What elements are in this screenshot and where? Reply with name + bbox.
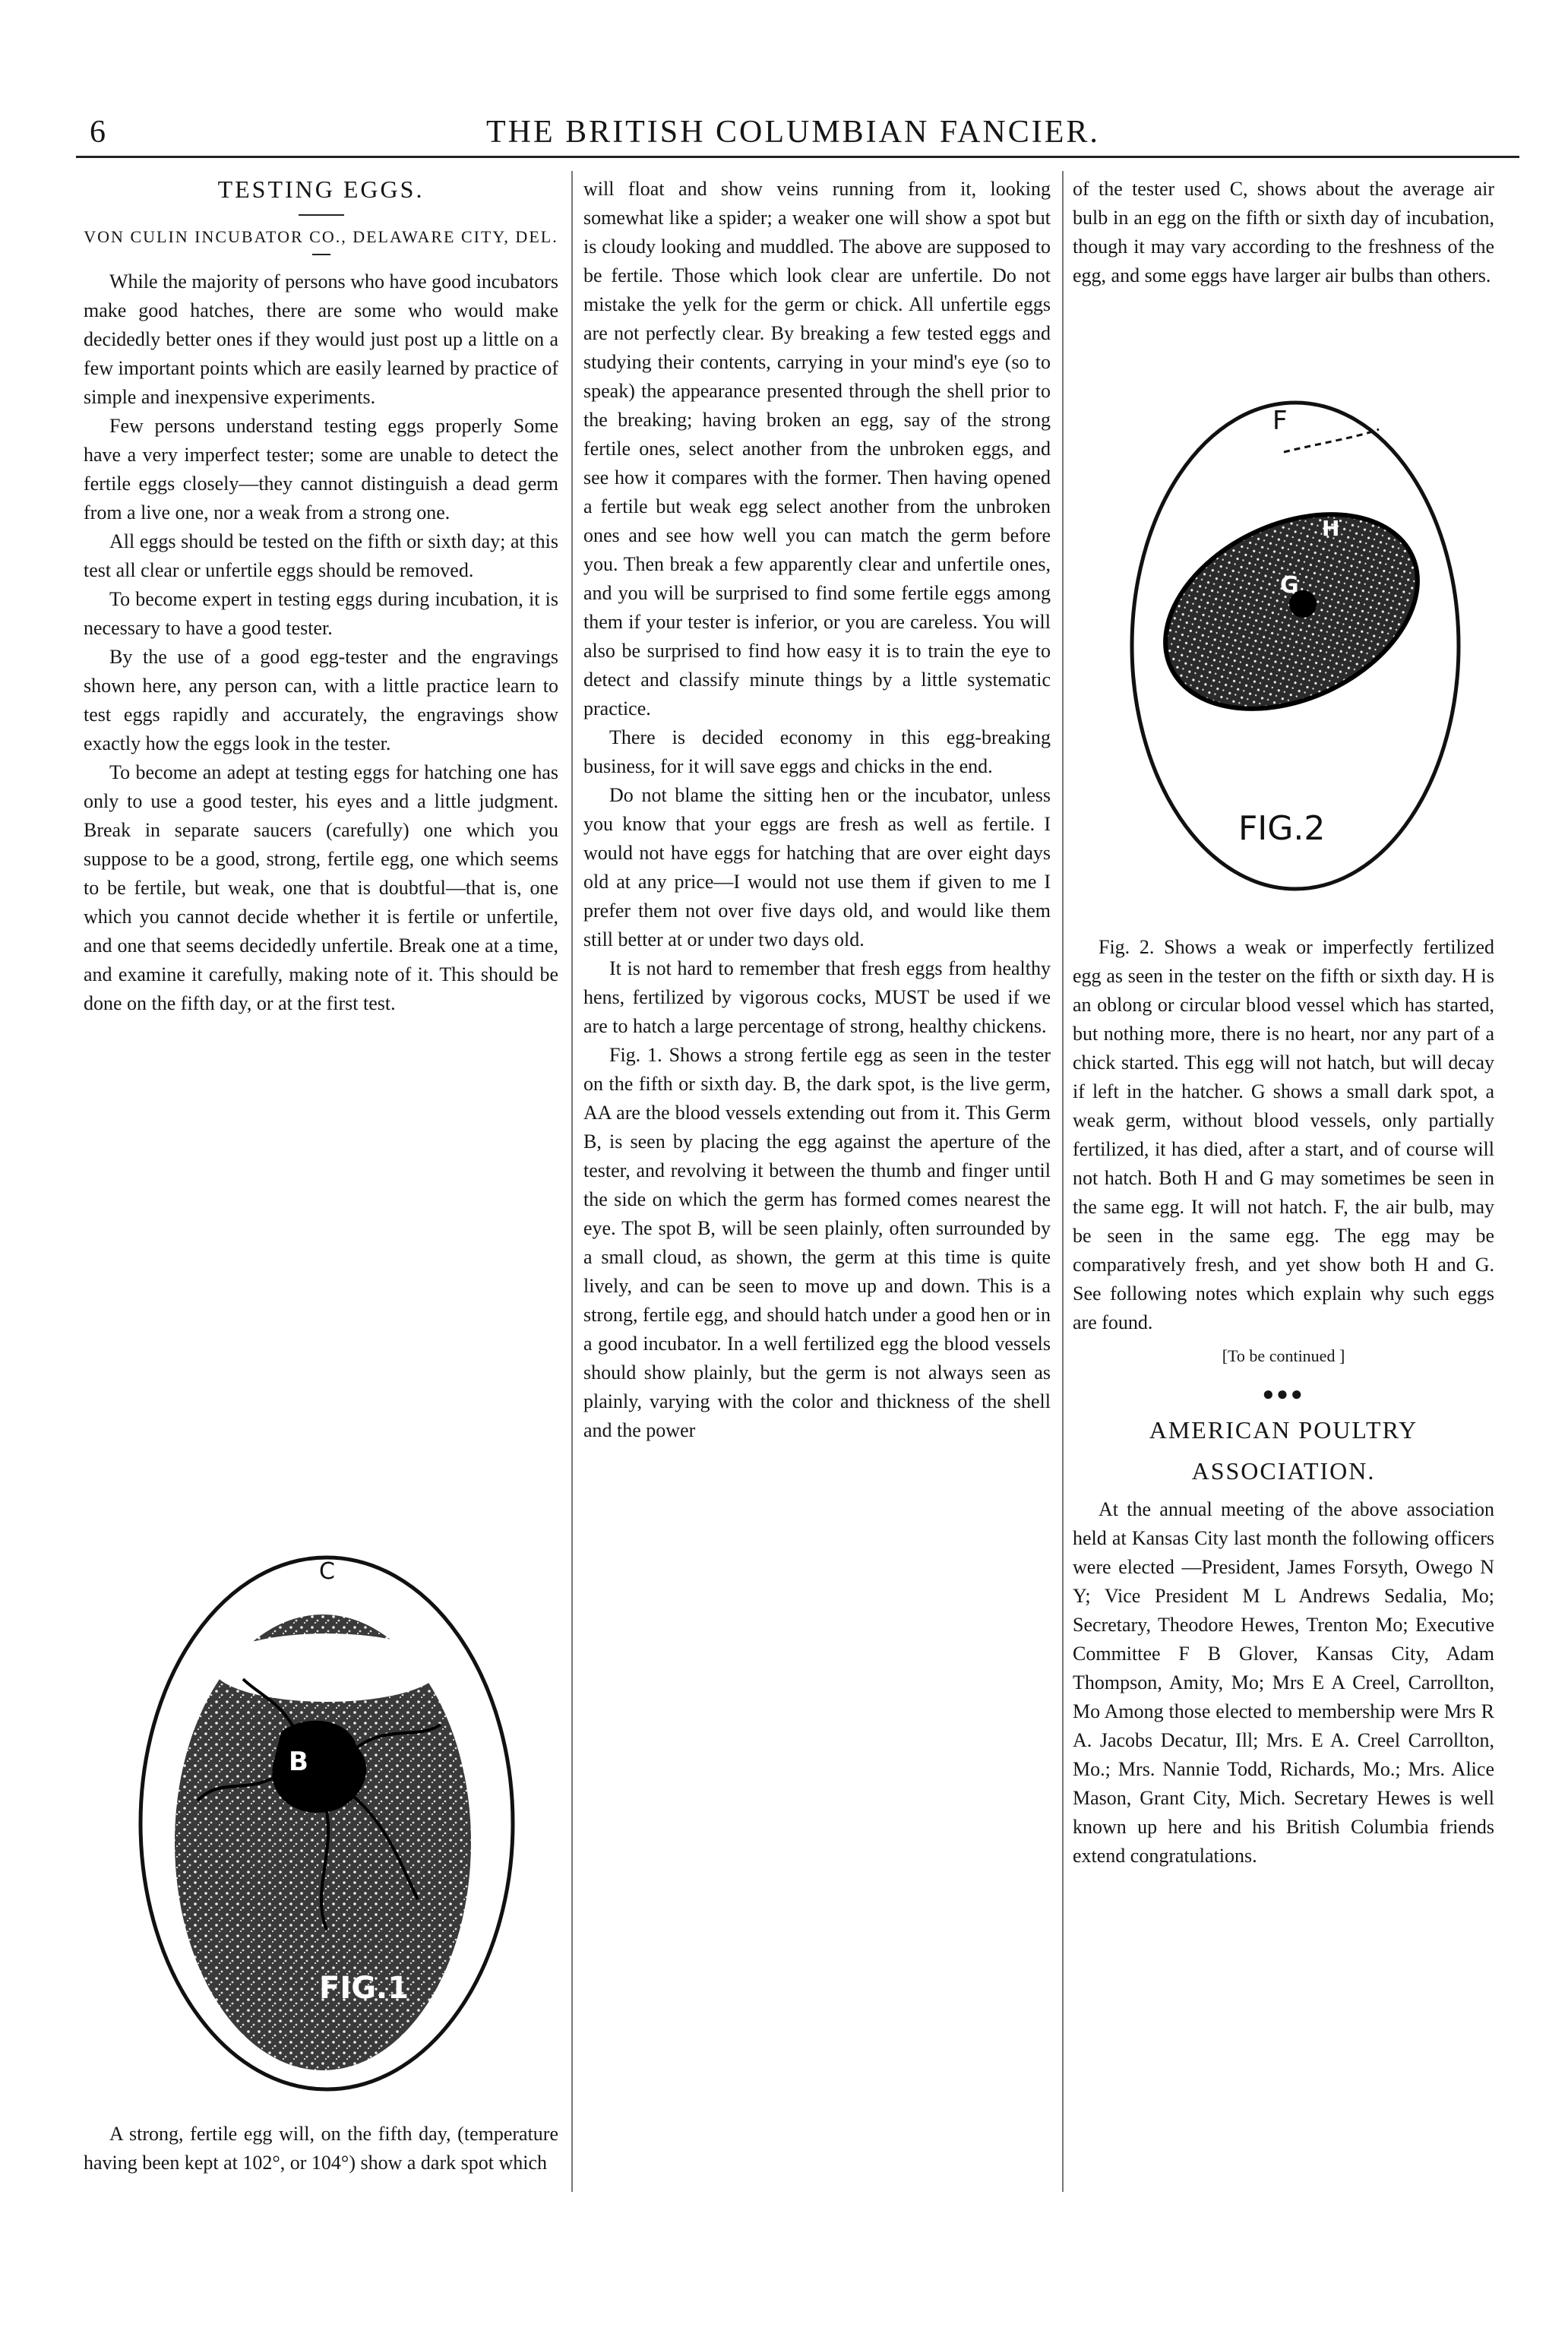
title-rule [299, 214, 344, 216]
paragraph: will float and show veins running from it, looking somewhat like a spider; a weaker one will show a spot but is cloudy looking and muddled. The above are supposed to be fertile. Those which look clear are unfertile. Do not mistake the yelk for the germ or chick. All unfertile eggs are not perfectly clear. By breaking a few tested eggs and studying their contents, carrying in your mind's eye (so to speak) the appearance presented through the shell prior to the breaking; having broken an egg, say of the strong fertile ones, select another from the unbroken eggs, and see how it compares with the former. Then having opened a fertile but weak egg select another from the unbroken ones and see how well you can match the germ before you. Then break a few apparently clear and unfertile ones, and you will be surprised to find some fertile eggs among them if your tester is inferior, or you are careless. You will also be surprised to find how easy it is to train the eye to detect and classify minute things by a little systematic practice. [583, 178, 1051, 719]
fig1-air-bulb [213, 1633, 441, 1702]
figure-2 [1117, 384, 1474, 908]
column-1-continuation [84, 2120, 558, 2177]
section-ornament: ●●● [1262, 1383, 1305, 1405]
paragraph: By the use of a good egg-tester and the engravings shown here, any person can, with a little practice learn to test eggs rapidly and accurately, the engravings show exactly how the eggs look in the tester. [84, 646, 558, 754]
column-2 [583, 175, 1051, 1445]
section-title-line-2: ASSOCIATION. [1191, 1457, 1376, 1485]
paragraph: Do not blame the sitting hen or the incubator, unless you know that your eggs are fresh as well as fertile. I would not have eggs for hatching that are over eight days old at any price—I would not use them if given to me I prefer them not over five days old, and would like them still better at or under two days old. [583, 784, 1051, 950]
column-3-top [1073, 175, 1494, 290]
paragraph: To become an adept at testing eggs for hatching one has only to use a good tester, his eyes and a little judgment. Break in separate saucers (carefully) one which you suppose to be a good, strong, fertile egg, one which seems to be fertile, but weak, one that is doubtful—that is, one which you cannot decide whether it is fertile or unfertile, and one that seems decidedly unfertile. Break one at a time, and examine it carefully, making note of it. This should be done on the fifth day, or at the first test. [84, 761, 558, 1014]
paragraph: of the tester used C, shows about the average air bulb in an egg on the fifth or sixth day of incubation, though it may vary according to the freshness of the egg, and some eggs have larger air bulbs than others. [1073, 178, 1494, 286]
paragraph: At the annual meeting of the above association held at Kansas City last month the following officers were elected —President, James Forsyth, Owego N Y; Vice President M L Andrews Sedalia, Mo; Secretary, Theodore Hewes, Trenton Mo; Executive Committee F B Glover, Kansas City, Adam Thompson, Amity, Mo; Mrs E A Creel, Carrollton, Mo Among those elected to membership were Mrs R A. Jacobs Decatur, Ill; Mrs. E A. Creel Carrollton, Mo.; Mrs. Nannie Todd, Richards, Mo.; Mrs. Alice Mason, Grant City, Mich. Secretary Hewes is well known up here and his British Columbia friends extend congratulations. [1073, 1498, 1494, 1867]
paragraph: There is decided economy in this egg-breaking business, for it will save eggs and chicks in the end. [583, 726, 1051, 777]
section-title-line-1: AMERICAN POULTRY [1149, 1416, 1418, 1444]
column-divider-2 [1062, 171, 1064, 2192]
paragraph: All eggs should be tested on the fifth or sixth day; at this test all clear or unfertile eggs should be removed. [84, 530, 558, 581]
column-1 [84, 175, 558, 1018]
fig1-egg-illustration [129, 1550, 524, 2097]
fig2-label-f: F [1272, 406, 1288, 436]
figure-1 [129, 1550, 524, 2097]
fig2-label-h: H [1322, 516, 1340, 541]
paragraph: To become expert in testing eggs during incubation, it is necessary to have a good tester. [84, 588, 558, 639]
fig2-label-g: G [1280, 572, 1299, 599]
continued-note: [To be continued ] [1222, 1346, 1345, 1365]
paragraph: Fig. 1. Shows a strong fertile egg as seen in the tester on the fifth or sixth day. B, the dark spot, is the live germ, AA are the blood vessels extending out from it. This Germ B, is seen by placing the egg against the aperture of the tester, and revolving it between the thumb and finger until the side on which the germ has formed comes nearest the eye. The spot B, will be seen plainly, often surrounded by a small cloud, as shown, the germ at this time is quite lively, and can be seen to move up and down. This is a strong, fertile egg, and should hatch under a good hen or in a good incubator. In a well fertilized egg the blood vessels should show plainly, but the germ is not always seen as plainly, varying with the color and thickness of the shell and the power [583, 1044, 1051, 1441]
paragraph: Few persons understand testing eggs properly Some have a very imperfect tester; some are unable to detect the fertile eggs closely—they cannot distinguish a dead germ from a live one, nor a weak from a strong one. [84, 415, 558, 523]
fig1-label-c: C [319, 1558, 335, 1585]
page-number: 6 [90, 115, 106, 150]
byline-rule [312, 254, 330, 255]
byline: VON CULIN INCUBATOR CO., DELAWARE CITY, DEL. [84, 227, 558, 246]
column-3-bottom [1073, 933, 1494, 1871]
fig2-caption: FIG.2 [1238, 809, 1326, 848]
article-title: TESTING EGGS. [217, 176, 425, 203]
paragraph: While the majority of persons who have good incubators make good hatches, there are some who would make decidedly better ones if they would just post up a little on a few important points which are easily learned by practice of simple and inexpensive experiments. [84, 270, 558, 408]
fig1-caption: FIG.1 [319, 1971, 409, 2006]
paragraph: Fig. 2. Shows a weak or imperfectly fertilized egg as seen in the tester on the fifth or sixth day. H is an oblong or circular blood vessel which has started, but nothing more, there is no heart, nor any part of a chick started. This egg will not hatch, but will decay if left in the hatcher. G shows a small dark spot, a weak germ, without blood vessels, only partially fertilized, it has died, after a start, and of course will not hatch. Both H and G may sometimes be seen in the same egg. It will not hatch. F, the air bulb, may be seen in the same egg. The egg may be comparatively fresh, and yet show both H and G. See following notes which explain why such eggs are found. [1073, 936, 1494, 1333]
paragraph: A strong, fertile egg will, on the fifth day, (temperature having been kept at 102°, or 104°) show a dark spot which [84, 2123, 558, 2174]
column-divider-1 [571, 171, 573, 2192]
fig2-egg-illustration [1117, 384, 1474, 908]
header-rule [76, 156, 1519, 158]
fig1-label-b: B [289, 1747, 308, 1777]
paragraph: It is not hard to remember that fresh eggs from healthy hens, fertilized by vigorous cocks, MUST be used if we are to hatch a large percentage of strong, healthy chickens. [583, 957, 1051, 1037]
running-head: THE BRITISH COLUMBIAN FANCIER. [486, 115, 1100, 150]
